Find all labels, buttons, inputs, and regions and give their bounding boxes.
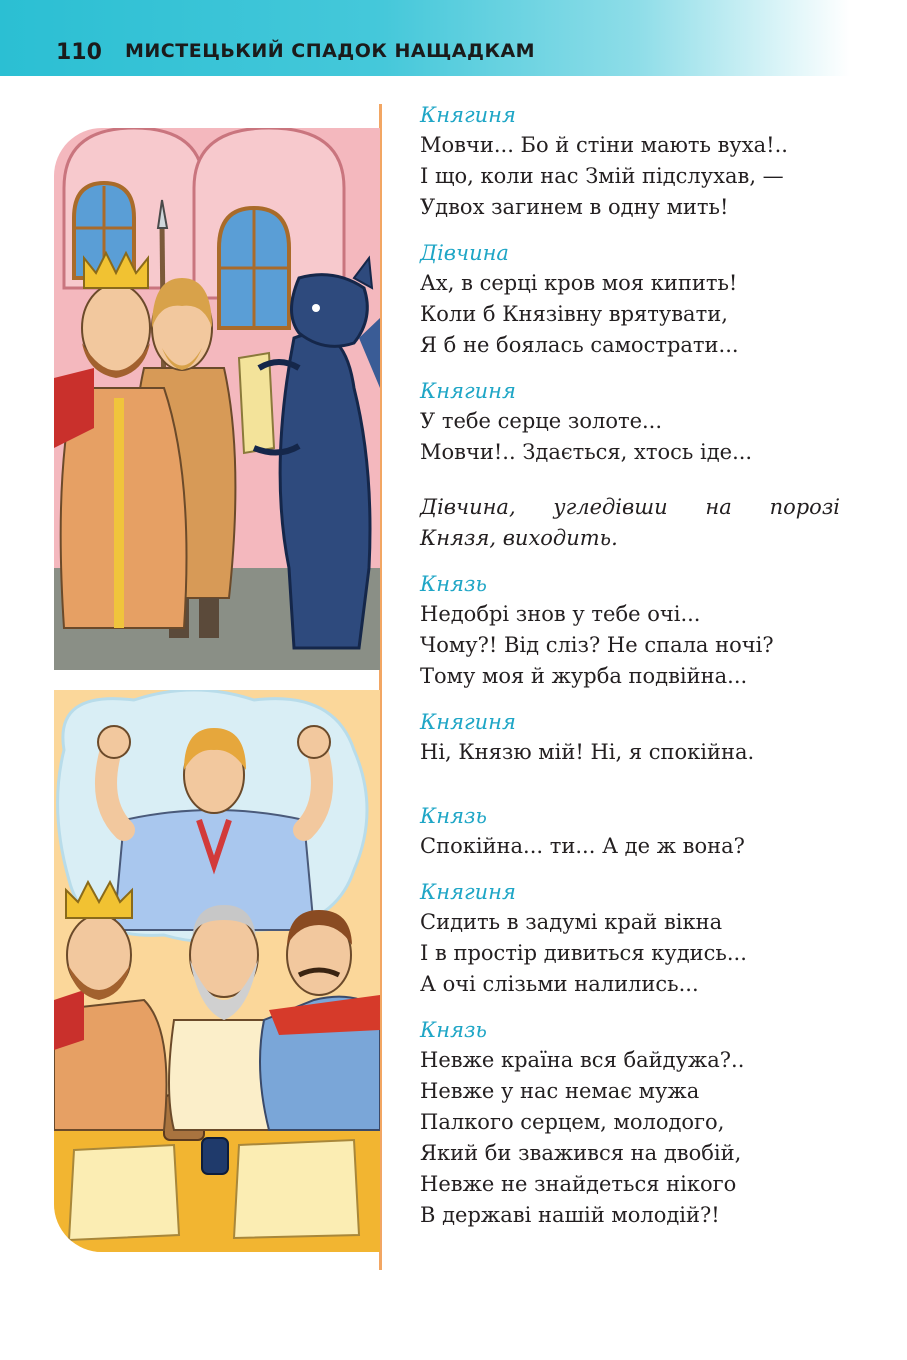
verse-line: І в простір дивиться кудись... [420, 941, 747, 965]
verse-line: Ні, Князю мій! Ні, я спокійна. [420, 740, 755, 764]
verse-line: Невже країна вся байдужа?.. [420, 1048, 745, 1072]
play-text [420, 100, 840, 1231]
verse-line: Палкого серцем, молодого, [420, 1110, 725, 1134]
verse-line: Спокійна... ти... А де ж вона? [420, 834, 745, 858]
verse-line: Який би зважився на двобій, [420, 1141, 742, 1165]
verse-line: Недобрі знов у тебе очі... [420, 602, 701, 626]
verse-line: Чому?! Від сліз? Не спала ночі? [420, 633, 774, 657]
speaker-label: Княгиня [420, 379, 516, 403]
verse-line: Тому моя й журба подвійна... [420, 664, 748, 688]
illustration-council-hero [54, 690, 380, 1252]
speaker-label: Князь [420, 572, 487, 596]
verse-line: Я б не боялась самострати... [420, 333, 739, 357]
speaker-label: Княгиня [420, 710, 516, 734]
verse-line: У тебе серце золоте... [420, 409, 663, 433]
verse-line: Невже у нас немає мужа [420, 1079, 700, 1103]
verse-line: Коли б Князівну врятувати, [420, 302, 728, 326]
header-bar [0, 0, 850, 76]
verse-line: Невже не знайдеться нікого [420, 1172, 737, 1196]
speaker-label: Дівчина [420, 241, 509, 265]
stage-direction [420, 492, 840, 554]
verse-line: Удвох загинем в одну мить! [420, 195, 729, 219]
verse-line: Мовчи!.. Здається, хтось іде... [420, 440, 753, 464]
illustration-palace-dragon [54, 128, 380, 670]
stage-direction-line: Князя, виходить. [420, 526, 618, 550]
speaker-label: Княгиня [420, 880, 516, 904]
page-number: 110 [56, 40, 102, 65]
verse-line: І що, коли нас Змій підслухав, — [420, 164, 784, 188]
verse-line: Сидить в задумі край вікна [420, 910, 723, 934]
running-title: МИСТЕЦЬКИЙ СПАДОК НАЩАДКАМ [125, 40, 536, 62]
verse-line: В державі нашій молодій?! [420, 1203, 720, 1227]
speaker-label: Княгиня [420, 103, 516, 127]
stage-direction-line: Дівчина, угледівши на порозі [420, 495, 840, 519]
verse-line: А очі слізьми налились... [420, 972, 699, 996]
speaker-label: Князь [420, 804, 487, 828]
verse-line: Мовчи... Бо й стіни мають вуха!.. [420, 133, 788, 157]
speaker-label: Князь [420, 1018, 487, 1042]
verse-line: Ах, в серці кров моя кипить! [420, 271, 738, 295]
